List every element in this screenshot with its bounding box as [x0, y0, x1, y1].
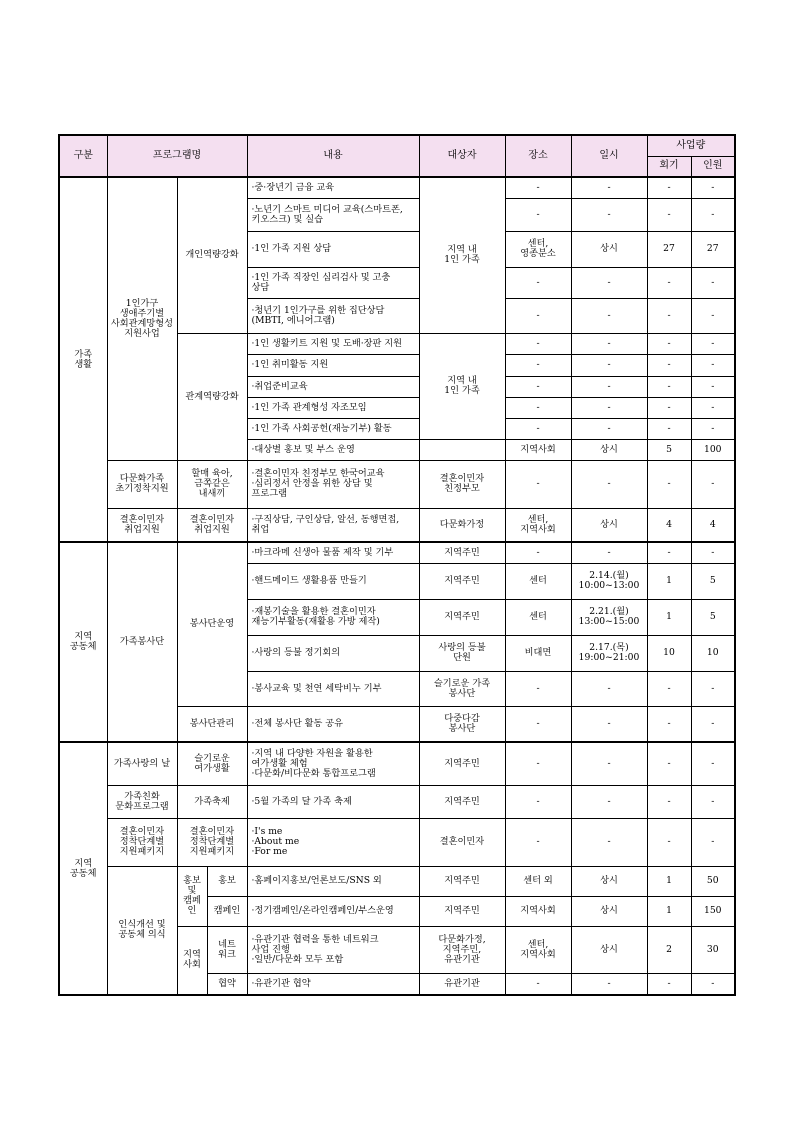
target-cell: 지역주민 [419, 599, 505, 635]
persons-cell: - [691, 177, 735, 198]
place-cell: - [505, 397, 571, 418]
schedule-cell: 2.17.(목) 19:00~21:00 [571, 635, 647, 671]
content-cell: ·청년기 1인가구를 위한 집단상담 (MBTI, 에니어그램) [247, 298, 419, 333]
subprogram-cell: 캠페인 [207, 896, 247, 926]
subprogram-cell: 봉사단관리 [177, 706, 247, 742]
schedule-cell: 상시 [571, 508, 647, 542]
program-cell: 결혼이민자 취업지원 [107, 508, 177, 542]
program-cell: 가족친화 문화프로그램 [107, 785, 177, 818]
target-cell: 다중다감 봉사단 [419, 706, 505, 742]
sessions-cell: - [647, 818, 691, 866]
subprogram-cell: 슬기로운 여가생활 [177, 742, 247, 785]
persons-cell: - [691, 818, 735, 866]
place-cell: 센터, 지역사회 [505, 508, 571, 542]
program-cell: 1인가구 생애주기별 사회관계망형성 지원사업 [107, 177, 177, 460]
persons-cell: - [691, 785, 735, 818]
schedule-cell: - [571, 354, 647, 376]
target-cell: 지역주민 [419, 563, 505, 599]
content-cell: ·전체 봉사단 활동 공유 [247, 706, 419, 742]
content-cell: ·마크라메 신생아 물품 제작 및 기부 [247, 542, 419, 563]
subprogram-cell: 할매 육아, 금쪽같은 내새끼 [177, 460, 247, 508]
program-cell: 가족봉사단 [107, 542, 177, 742]
subprogram-cell: 관계역량강화 [177, 333, 247, 460]
place-cell: - [505, 542, 571, 563]
content-cell: ·노년기 스마트 미디어 교육(스마트폰, 키오스크) 및 실습 [247, 198, 419, 231]
content-cell: ·1인 가족 사회공헌(재능기부) 활동 [247, 418, 419, 439]
schedule-cell: - [571, 198, 647, 231]
table-row [59, 818, 735, 866]
place-cell: - [505, 298, 571, 333]
content-cell: ·1인 가족 직장인 심리검사 및 고충 상담 [247, 267, 419, 298]
persons-cell: - [691, 742, 735, 785]
persons-cell: - [691, 198, 735, 231]
content-cell: ·1인 가족 관계형성 자조모임 [247, 397, 419, 418]
target-cell: 지역 내 1인 가족 [419, 177, 505, 333]
sessions-cell: - [647, 198, 691, 231]
program-cell: 다문화가족 초기정착지원 [107, 460, 177, 508]
program-table [58, 134, 736, 996]
header-place: 장소 [505, 135, 571, 177]
place-cell: - [505, 818, 571, 866]
target-cell: 유관기관 [419, 973, 505, 995]
subprogram-cell: 협약 [207, 973, 247, 995]
sessions-cell: - [647, 671, 691, 706]
program-cell: 결혼이민자 정착단계별 지원패키지 [107, 818, 177, 866]
sessions-cell: - [647, 418, 691, 439]
place-cell: - [505, 418, 571, 439]
target-cell [419, 439, 505, 460]
content-cell: ·중·장년기 금융 교육 [247, 177, 419, 198]
schedule-cell: - [571, 785, 647, 818]
content-cell: ·5월 가족의 달 가족 축제 [247, 785, 419, 818]
sessions-cell: 2 [647, 926, 691, 973]
program-cell: 인식개선 및 공동체 의식 [107, 866, 177, 995]
sessions-cell: - [647, 397, 691, 418]
schedule-cell: 2.14.(월) 10:00~13:00 [571, 563, 647, 599]
schedule-cell: - [571, 267, 647, 298]
subprogram-cell: 가족축제 [177, 785, 247, 818]
place-cell: - [505, 177, 571, 198]
persons-cell: 5 [691, 599, 735, 635]
place-cell: - [505, 198, 571, 231]
schedule-cell: - [571, 397, 647, 418]
subprogram-cell: 봉사단운영 [177, 542, 247, 706]
sessions-cell: 1 [647, 599, 691, 635]
persons-cell: - [691, 542, 735, 563]
place-cell: 센터 [505, 599, 571, 635]
content-cell: ·대상별 홍보 및 부스 운영 [247, 439, 419, 460]
schedule-cell: 상시 [571, 866, 647, 896]
sessions-cell: - [647, 785, 691, 818]
content-cell: ·지역 내 다양한 자원을 활용한 여가생활 체험 ·다문화/비다문화 통합프로그램 [247, 742, 419, 785]
header-sessions: 회기 [647, 156, 691, 177]
persons-cell: - [691, 973, 735, 995]
schedule-cell: - [571, 376, 647, 397]
target-cell: 다문화가정, 지역주민, 유관기관 [419, 926, 505, 973]
sessions-cell: - [647, 376, 691, 397]
persons-cell: 27 [691, 231, 735, 267]
persons-cell: 150 [691, 896, 735, 926]
schedule-cell: - [571, 460, 647, 508]
table-row [59, 177, 735, 198]
place-cell: 비대면 [505, 635, 571, 671]
target-cell: 지역주민 [419, 866, 505, 896]
group-cell: 홍보 및 캠페 인 [177, 866, 207, 926]
place-cell: - [505, 973, 571, 995]
header-content: 내용 [247, 135, 419, 177]
header-persons: 인원 [691, 156, 735, 177]
persons-cell: - [691, 418, 735, 439]
persons-cell: - [691, 333, 735, 354]
schedule-cell: - [571, 818, 647, 866]
sessions-cell: 1 [647, 563, 691, 599]
subprogram-cell: 결혼이민자 취업지원 [177, 508, 247, 542]
table-row [59, 508, 735, 542]
schedule-cell: 상시 [571, 926, 647, 973]
target-cell: 결혼이민자 [419, 818, 505, 866]
target-cell: 슬기로운 가족 봉사단 [419, 671, 505, 706]
table-row [59, 460, 735, 508]
target-cell: 지역 내 1인 가족 [419, 333, 505, 439]
content-cell: ·봉사교육 및 천연 세탁비누 기부 [247, 671, 419, 706]
place-cell: 지역사회 [505, 439, 571, 460]
content-cell: ·I's me ·About me ·For me [247, 818, 419, 866]
sessions-cell: - [647, 267, 691, 298]
persons-cell: 4 [691, 508, 735, 542]
category-cell: 지역 공동체 [59, 742, 107, 995]
persons-cell: 10 [691, 635, 735, 671]
schedule-cell: - [571, 671, 647, 706]
schedule-cell: - [571, 973, 647, 995]
target-cell: 사랑의 등불 단원 [419, 635, 505, 671]
content-cell: ·재봉기술을 활용한 결혼이민자 재능기부활동(재활용 가방 제작) [247, 599, 419, 635]
header-target: 대상자 [419, 135, 505, 177]
schedule-cell: 2.21.(월) 13:00~15:00 [571, 599, 647, 635]
content-cell: ·핸드메이드 생활용품 만들기 [247, 563, 419, 599]
table-row [59, 742, 735, 785]
sessions-cell: - [647, 973, 691, 995]
content-cell: ·1인 생활키트 지원 및 도배·장판 지원 [247, 333, 419, 354]
subprogram-cell: 결혼이민자 정착단계별 지원패키지 [177, 818, 247, 866]
schedule-cell: 상시 [571, 439, 647, 460]
place-cell: - [505, 742, 571, 785]
persons-cell: - [691, 460, 735, 508]
header-volume: 사업량 [647, 135, 735, 156]
target-cell: 지역주민 [419, 542, 505, 563]
target-cell: 결혼이민자 친정부모 [419, 460, 505, 508]
schedule-cell: - [571, 418, 647, 439]
category-cell: 가족 생활 [59, 177, 107, 542]
persons-cell: - [691, 397, 735, 418]
sessions-cell: - [647, 542, 691, 563]
schedule-cell: - [571, 177, 647, 198]
persons-cell: - [691, 267, 735, 298]
persons-cell: 5 [691, 563, 735, 599]
sessions-cell: 1 [647, 896, 691, 926]
persons-cell: - [691, 706, 735, 742]
persons-cell: - [691, 298, 735, 333]
sessions-cell: - [647, 177, 691, 198]
persons-cell: - [691, 671, 735, 706]
header-schedule: 일시 [571, 135, 647, 177]
subprogram-cell: 네트 워크 [207, 926, 247, 973]
persons-cell: - [691, 354, 735, 376]
persons-cell: 100 [691, 439, 735, 460]
place-cell: - [505, 354, 571, 376]
place-cell: - [505, 706, 571, 742]
subprogram-cell: 홍보 [207, 866, 247, 896]
schedule-cell: - [571, 542, 647, 563]
content-cell: ·홈페이지홍보/언론보도/SNS 외 [247, 866, 419, 896]
target-cell: 지역주민 [419, 896, 505, 926]
header-category: 구분 [59, 135, 107, 177]
schedule-cell: 상시 [571, 896, 647, 926]
header-program: 프로그램명 [107, 135, 247, 177]
target-cell: 다문화가정 [419, 508, 505, 542]
sessions-cell: - [647, 333, 691, 354]
schedule-cell: - [571, 706, 647, 742]
content-cell: ·유관기관 협력을 통한 네트워크 사업 진행 ·일반/다문화 모두 포함 [247, 926, 419, 973]
program-cell: 가족사랑의 날 [107, 742, 177, 785]
sessions-cell: - [647, 460, 691, 508]
sessions-cell: - [647, 354, 691, 376]
schedule-cell: - [571, 742, 647, 785]
place-cell: 센터 [505, 563, 571, 599]
place-cell: - [505, 376, 571, 397]
content-cell: ·1인 취미활동 지원 [247, 354, 419, 376]
sessions-cell: 4 [647, 508, 691, 542]
place-cell: - [505, 671, 571, 706]
content-cell: ·사랑의 등불 정기회의 [247, 635, 419, 671]
place-cell: - [505, 267, 571, 298]
place-cell: 지역사회 [505, 896, 571, 926]
place-cell: - [505, 333, 571, 354]
target-cell: 지역주민 [419, 742, 505, 785]
persons-cell: 30 [691, 926, 735, 973]
persons-cell: 50 [691, 866, 735, 896]
place-cell: 센터, 영종분소 [505, 231, 571, 267]
persons-cell: - [691, 376, 735, 397]
schedule-cell: - [571, 333, 647, 354]
content-cell: ·취업준비교육 [247, 376, 419, 397]
place-cell: 센터, 지역사회 [505, 926, 571, 973]
place-cell: - [505, 460, 571, 508]
target-cell: 지역주민 [419, 785, 505, 818]
sessions-cell: - [647, 742, 691, 785]
sessions-cell: - [647, 706, 691, 742]
content-cell: ·결혼이민자 친정부모 한국어교육 ·심리정서 안정을 위한 상담 및 프로그램 [247, 460, 419, 508]
category-cell: 지역 공동체 [59, 542, 107, 742]
table-row [59, 785, 735, 818]
place-cell: - [505, 785, 571, 818]
schedule-cell: - [571, 298, 647, 333]
content-cell: ·구직상담, 구인상담, 알선, 동행면접, 취업 [247, 508, 419, 542]
sessions-cell: - [647, 298, 691, 333]
table-row [59, 866, 735, 896]
sessions-cell: 1 [647, 866, 691, 896]
group-cell: 지역 사회 [177, 926, 207, 995]
content-cell: ·1인 가족 지원 상담 [247, 231, 419, 267]
sessions-cell: 27 [647, 231, 691, 267]
schedule-cell: 상시 [571, 231, 647, 267]
subprogram-cell: 개인역량강화 [177, 177, 247, 333]
place-cell: 센터 외 [505, 866, 571, 896]
sessions-cell: 10 [647, 635, 691, 671]
sessions-cell: 5 [647, 439, 691, 460]
table-row [59, 542, 735, 563]
content-cell: ·유관기관 협약 [247, 973, 419, 995]
content-cell: ·정기캠페인/온라인캠페인/부스운영 [247, 896, 419, 926]
